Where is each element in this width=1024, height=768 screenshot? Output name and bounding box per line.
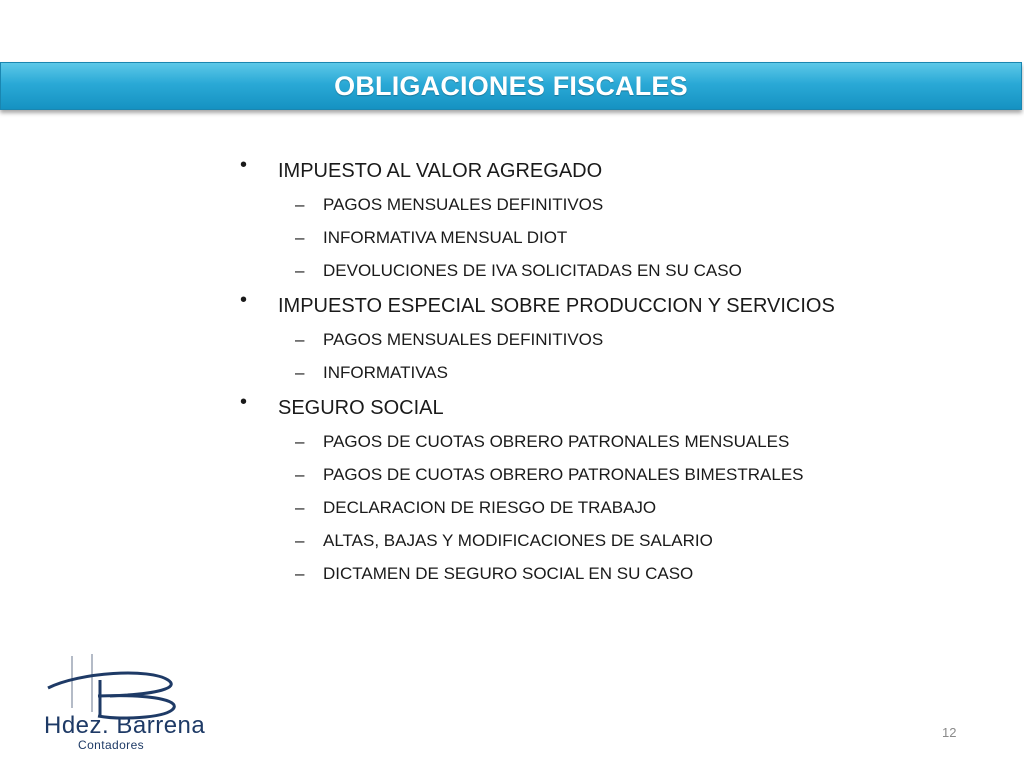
bullet-icon: • [240, 154, 248, 176]
dash-icon: – [295, 498, 305, 517]
section-heading: IMPUESTO AL VALOR AGREGADO [278, 160, 603, 182]
bullet-icon: • [240, 391, 248, 413]
dash-icon: – [295, 330, 305, 349]
sub-list-item [278, 491, 940, 524]
dash-icon: – [295, 432, 305, 451]
sub-item-text: PAGOS MENSUALES DEFINITIVOS [323, 330, 604, 349]
sub-list-item [278, 524, 940, 557]
sub-list [278, 425, 940, 590]
sub-list-item [278, 425, 940, 458]
logo-subtitle: Contadores [78, 738, 145, 752]
sub-list-item [278, 356, 940, 389]
sub-list-item [278, 188, 940, 221]
sub-list-item [278, 458, 940, 491]
sub-item-text: PAGOS DE CUOTAS OBRERO PATRONALES MENSUALES [323, 432, 790, 451]
dash-icon: – [295, 465, 305, 484]
slide-title: OBLIGACIONES FISCALES [334, 70, 688, 101]
dash-icon: – [295, 228, 305, 247]
list-item-seguro-social [240, 391, 940, 590]
dash-icon: – [295, 195, 305, 214]
title-bar [0, 62, 1022, 110]
dash-icon: – [295, 564, 305, 583]
sub-list-item [278, 323, 940, 356]
bullet-icon: • [240, 289, 248, 311]
sub-item-text: ALTAS, BAJAS Y MODIFICACIONES DE SALARIO [323, 531, 713, 550]
list-item-ieps [240, 289, 940, 389]
sub-item-text: PAGOS DE CUOTAS OBRERO PATRONALES BIMESTRALES [323, 465, 804, 484]
dash-icon: – [295, 363, 305, 382]
sub-list-item [278, 557, 940, 590]
sub-item-text: INFORMATIVA MENSUAL DIOT [323, 228, 568, 247]
sub-list-item [278, 221, 940, 254]
sub-list [278, 323, 940, 389]
dash-icon: – [295, 261, 305, 280]
list-item-iva [240, 154, 940, 287]
sub-list [278, 188, 940, 287]
section-heading: SEGURO SOCIAL [278, 397, 444, 419]
sub-list-item [278, 254, 940, 287]
slide-content [240, 154, 940, 592]
page-number: 12 [942, 725, 957, 740]
sub-item-text: DICTAMEN DE SEGURO SOCIAL EN SU CASO [323, 564, 694, 583]
logo-name: Hdez. Barrena [44, 712, 206, 739]
dash-icon: – [295, 531, 305, 550]
section-heading: IMPUESTO ESPECIAL SOBRE PRODUCCION Y SERVICIOS [278, 295, 835, 317]
sub-item-text: DECLARACION DE RIESGO DE TRABAJO [323, 498, 657, 517]
sub-item-text: INFORMATIVAS [323, 363, 448, 382]
bullet-list [240, 154, 940, 590]
sub-item-text: PAGOS MENSUALES DEFINITIVOS [323, 195, 604, 214]
sub-item-text: DEVOLUCIONES DE IVA SOLICITADAS EN SU CASO [323, 261, 742, 280]
